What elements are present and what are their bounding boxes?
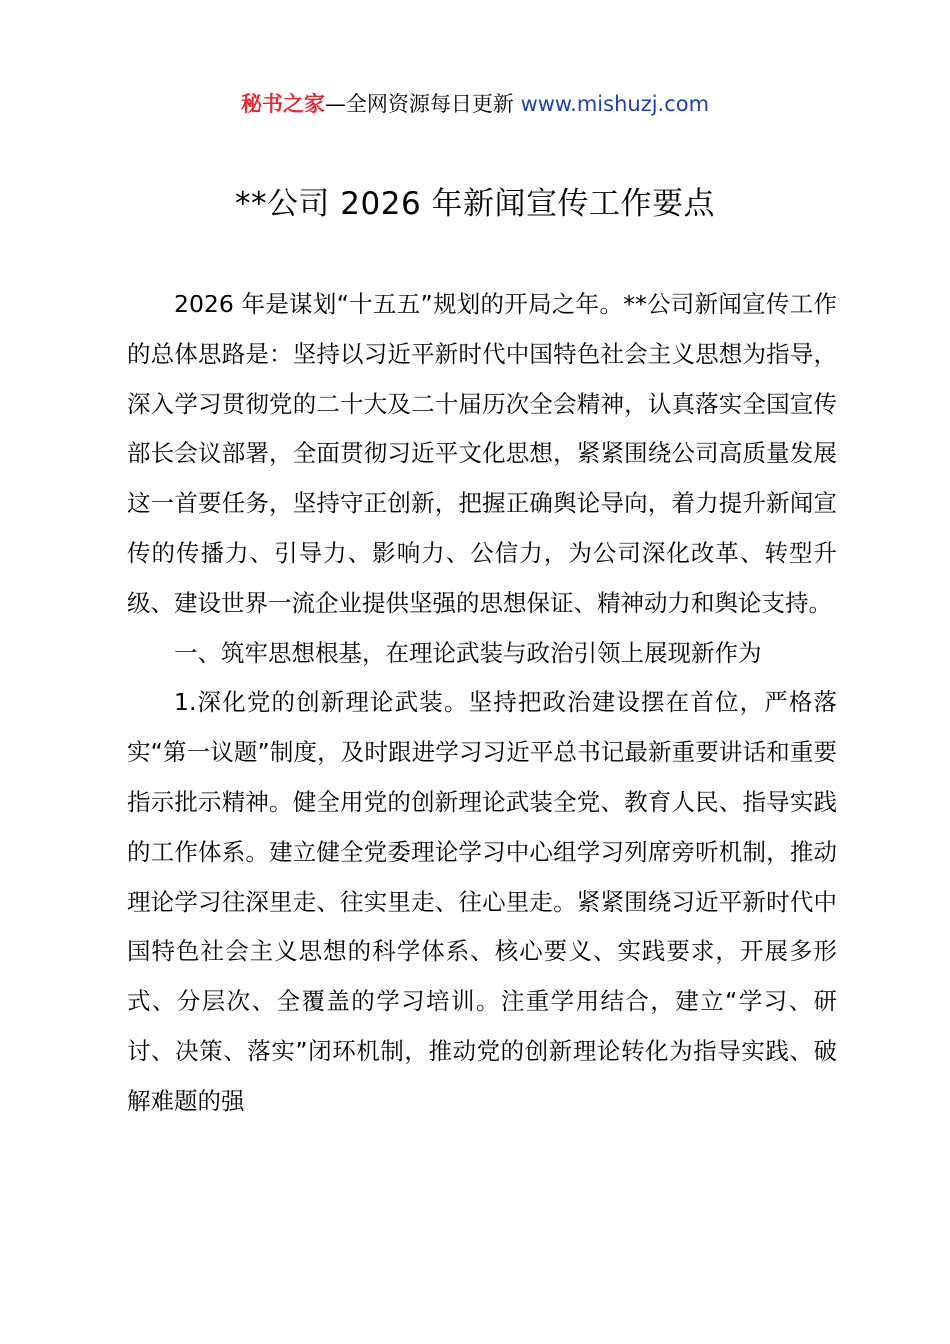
site-header [0, 88, 950, 120]
document-body [127, 280, 837, 1127]
brand-name: 秘书之家 [240, 92, 325, 116]
site-url-link[interactable]: www.mishuzj.com [520, 92, 710, 116]
item-paragraph-1: 1.深化党的创新理论武装。坚持把政治建设摆在首位，严格落实“第一议题”制度，及时跟进学习习近平总书记最新重要讲话和重要指示批示精神。健全用党的创新理论武装全党、教育人民、指导实践的工作体系。建立健全党委理论学习中心组学习列席旁听机制，推动理论学习往深里走、往实里走、往心里走。紧紧围绕习近平新时代中国特色社会主义思想的科学体系、核心要义、实践要求，开展多形式、分层次、全覆盖的学习培训。注重学用结合，建立“学习、研讨、决策、落实”闭环机制，推动党的创新理论转化为指导实践、破解难题的强 [127, 688, 837, 1115]
header-tagline: —全网资源每日更新 [324, 92, 521, 116]
intro-paragraph: 2026 年是谋划“十五五”规划的开局之年。**公司新闻宣传工作的总体思路是：坚持以习近平新时代中国特色社会主义思想为指导，深入学习贯彻党的二十大及二十届历次全会精神，认真落实全国宣传部长会议部署，全面贯彻习近平文化思想，紧紧围绕公司高质量发展这一首要任务，坚持守正创新，把握正确舆论导向，着力提升新闻宣传的传播力、引导力、影响力、公信力，为公司深化改革、转型升级、建设世界一流企业提供坚强的思想保证、精神动力和舆论支持。 [127, 290, 837, 617]
document-title: **公司 2026 年新闻宣传工作要点 [234, 186, 716, 222]
section-heading-1: 一、筑牢思想根基，在理论武装与政治引领上展现新作为 [174, 638, 762, 667]
